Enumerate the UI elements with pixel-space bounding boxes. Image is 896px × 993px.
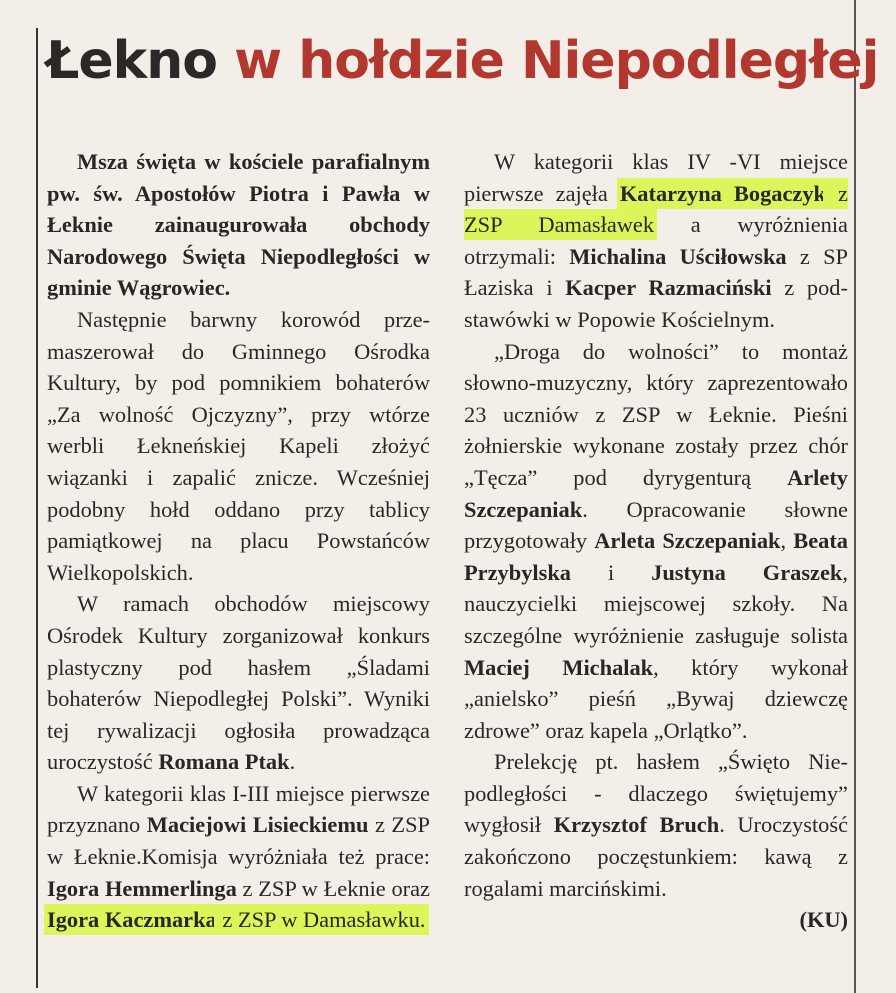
text-run: , który wykonał „anielsko” pieśń „Bywaj dziewczę zdrowe” oraz kapela „Orlątko”.	[464, 654, 848, 743]
highlighted-person-name: Katarzyna Bogaczyk	[619, 180, 826, 206]
headline-part1: Łekno	[46, 31, 217, 91]
text-run: z podstawówki w Popowie Kościelnym.	[464, 275, 848, 332]
text-run: .	[289, 749, 296, 775]
paragraph	[464, 336, 848, 747]
highlighted-person-name: Igora Kaczmarka	[47, 907, 217, 933]
paragraph	[47, 588, 430, 778]
text-run: „Droga do wolności” to montaż słowno-muzyczny, który zaprezentowało 23 uczniów z ZSP w Łeknie. Pieśni żołnierskie wykonane zostały przez chór „Tęcza” pod dyrygenturą	[464, 338, 848, 490]
person-name: Maciej Michalak	[464, 654, 654, 680]
text-run: ,	[780, 528, 794, 554]
paragraph	[464, 146, 848, 336]
text-run: z ZSP w Łeknie.Komisja wyróżniała też prace:	[47, 812, 430, 870]
person-name: Michalina Uściłowska	[569, 243, 787, 269]
text-run: z ZSP w Łeknie oraz	[236, 875, 431, 901]
person-name: Igora Hemmerlinga	[47, 875, 237, 901]
article-column-left	[47, 146, 430, 936]
text-run: . Opracowanie słowne przygotowały	[464, 496, 848, 554]
person-name: Krzysztof Bruch	[553, 812, 720, 838]
text-run: i	[570, 559, 652, 585]
text-run: . Uroczystość zakończono poczęstunkiem: kawą z rogalami marcińskimi.	[464, 812, 849, 901]
author-signature: (KU)	[799, 907, 848, 933]
person-name: Kacper Razmaciński	[565, 275, 772, 301]
text-run: a wyróżnienia otrzymali:	[464, 212, 848, 269]
text-run: W ramach obchodów miejscowy Ośrodek Kultury zorganizował konkurs plastyczny pod hasłem „Śladami bohaterów Niepodległej Polski”. Wyniki tej rywalizacji ogłosiła prowadząca uroczystość	[47, 591, 430, 775]
paragraph: Następnie barwny korowód przemaszerował do Gminnego Ośrodka Kultury, by pod pomnikiem bohaterów „Za wolność Ojczyzny”, przy wtórze werbli Łekneńskiej Kapeli złożyć wiązanki i zapalić znicze. Wcześniej podobny hołd oddano przy tablicy pamiątkowej na placu Powstańców Wielkopolskich.	[47, 306, 430, 585]
person-name: Romana Ptak	[158, 749, 290, 775]
person-name: Arleta Szczepaniak	[594, 528, 781, 554]
article-column-right	[464, 146, 848, 936]
text-run: Prelekcję pt. hasłem „Święto Niepodległości - dlaczego świętujemy” wygłosił	[464, 749, 848, 838]
text-run: W kategorii klas I-III miejsce pierwsze przyznano	[47, 780, 430, 838]
right-column-rule	[854, 0, 856, 993]
person-name: Justyna Graszek	[651, 559, 843, 585]
left-column-rule	[36, 28, 38, 988]
text-run: W kategorii klas IV -VI miejsce pierwsze zajęła	[464, 149, 848, 206]
person-name: Maciejowi Lisieckiemu	[146, 812, 369, 838]
headline	[46, 26, 878, 96]
headline-part2: w hołdzie Niepodległej	[234, 31, 879, 91]
paragraph	[464, 746, 848, 904]
highlighted-text-run: z ZSP Damasławek	[464, 180, 848, 238]
text-run: z SP Łaziska i	[464, 243, 848, 301]
highlighted-text-run: z ZSP w Damasławku.	[216, 907, 426, 933]
person-name: Arlety Szczepaniak	[464, 464, 848, 522]
paragraph	[47, 778, 430, 936]
person-name: Beata Przybylska	[464, 528, 848, 585]
lead-paragraph: Msza święta w kościele parafialnym pw. św. Apostołów Piotra i Pawła w Łeknie zainaugurowała obchody Narodowego Święta Niepodległości w gminie Wągrowiec.	[47, 149, 430, 301]
text-run: , nauczycielki miejscowej szkoły. Na szczególne wyróżnienie zasługuje solista	[464, 559, 848, 648]
